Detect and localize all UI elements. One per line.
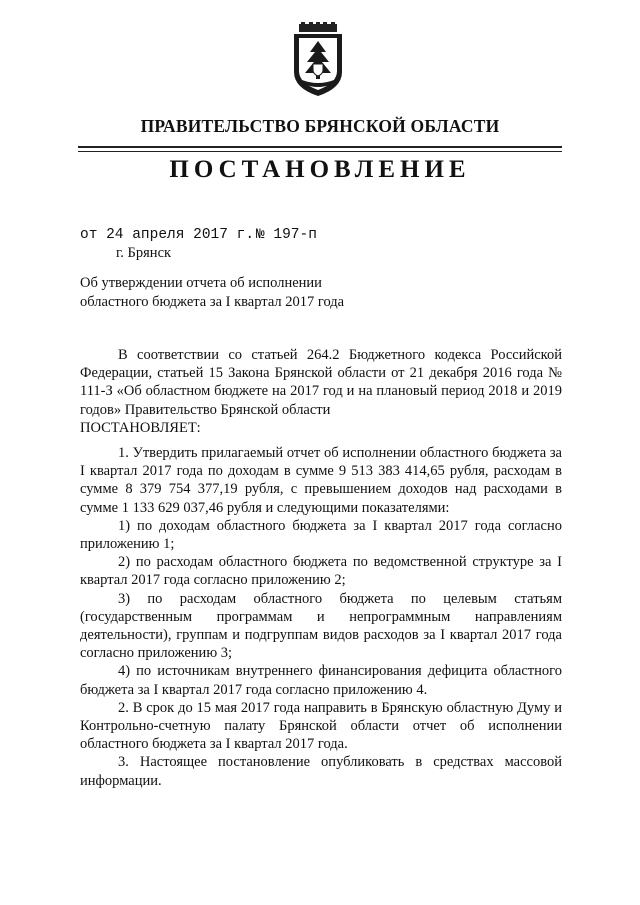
government-title: ПРАВИТЕЛЬСТВО БРЯНСКОЙ ОБЛАСТИ — [140, 116, 500, 136]
document-number: № 197-п — [256, 227, 317, 243]
item-2-paragraph: 2. В срок до 15 мая 2017 года направить в Брянскую областную Думу и Контрольно-счетную палату Брянской области отчет об исполнении областного бюджета за I квартал 2017 года. — [80, 699, 562, 753]
header-divider-thin — [78, 151, 562, 152]
preamble-paragraph: В соответствии со статьей 264.2 Бюджетного кодекса Российской Федерации, статьей 15 Закона Брянской области от 21 декабря 2016 года № 111-З «Об областном бюджете на 2017 год и на плановый период 2018 и 2019 годов» Правительство Брянской области — [80, 347, 562, 418]
item-3-paragraph: 3. Настоящее постановление опубликовать в средствах массовой информации. — [80, 754, 562, 789]
document-city: г. Брянск — [116, 245, 172, 261]
item-1-1-paragraph: 1) по доходам областного бюджета за I квартал 2017 года согласно приложению 1; — [80, 517, 562, 553]
item-1-3-paragraph: 3) по расходам областного бюджета по целевым статьям (государственным программам и непрограммным направлениям деятельности), группам и подгруппам видов расходов за I квартал 2017 года согласно приложению 3; — [80, 590, 562, 662]
document-type: ПОСТАНОВЛЕНИЕ — [169, 156, 471, 183]
item-1-2-paragraph: 2) по расходам областного бюджета по ведомственной структуре за I квартал 2017 года согласно приложению 2; — [80, 554, 562, 589]
item-1-4-paragraph: 4) по источникам внутреннего финансирования дефицита областного бюджета за I квартал 2017 года согласно приложению 4. — [80, 663, 562, 698]
document-body — [80, 346, 562, 790]
decree-word: ПОСТАНОВЛЯЕТ: — [80, 419, 201, 436]
header-divider-thick — [78, 146, 562, 148]
document-date: от 24 апреля 2017 г. — [80, 227, 255, 243]
document-subject — [80, 274, 344, 312]
subject-line-1: Об утверждении отчета об исполнении — [80, 275, 322, 291]
coat-of-arms-icon — [290, 22, 346, 98]
item-1-paragraph: 1. Утвердить прилагаемый отчет об исполнении областного бюджета за I квартал 2017 года по доходам в сумме 9 513 383 414,65 рубля, расходам в сумме 8 379 754 377,19 рубля, с превышением доходов над расходами в сумме 1 133 629 037,46 рубля и следующими показателями: — [80, 445, 562, 516]
subject-line-2: областного бюджета за I квартал 2017 года — [80, 294, 345, 310]
